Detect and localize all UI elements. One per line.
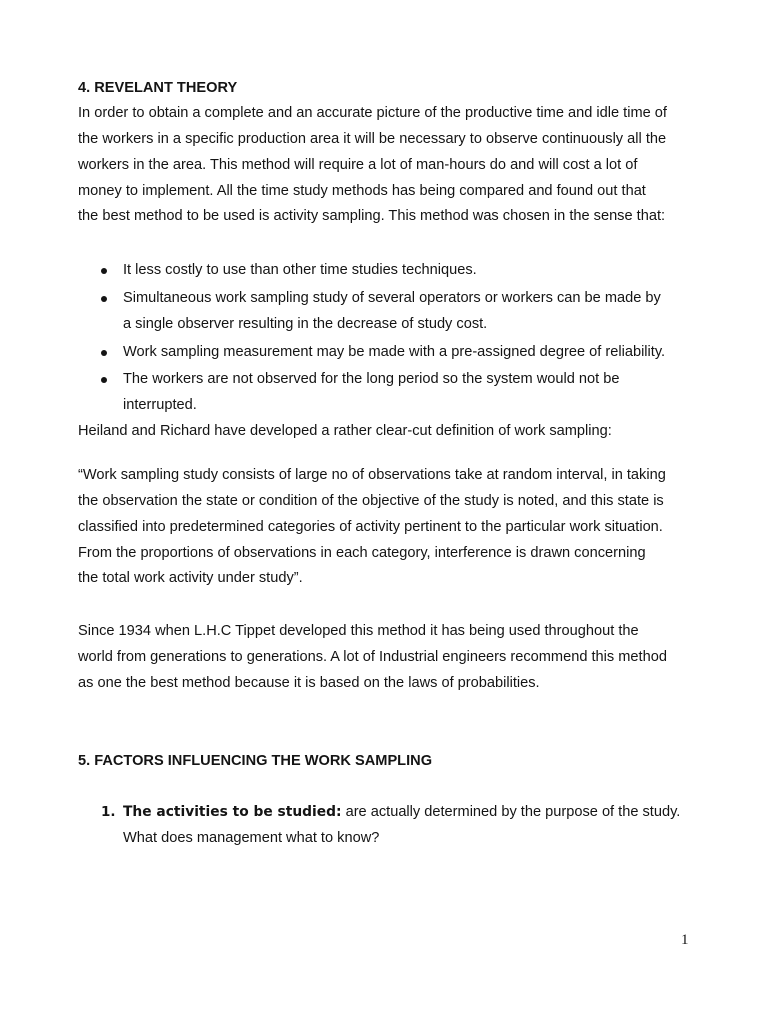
numbered-item-continuation: What does management what to know? — [123, 830, 380, 846]
paragraph-line: money to implement. All the time study methods has being compared and found out that — [78, 183, 646, 199]
numbered-item — [123, 802, 680, 822]
definition-intro: Heiland and Richard have developed a rather clear-cut definition of work sampling: — [78, 423, 612, 439]
section-5-heading: 5. FACTORS INFLUENCING THE WORK SAMPLING — [78, 753, 433, 769]
list-number: 1. — [101, 804, 116, 820]
page-number: 1 — [681, 932, 689, 948]
quote-line: From the proportions of observations in each category, interference is drawn concerning — [78, 545, 646, 561]
bullet-item: Work sampling measurement may be made with a pre-assigned degree of reliability. — [123, 344, 666, 360]
quote-line: the total work activity under study”. — [78, 570, 303, 586]
bullet-item-continuation: a single observer resulting in the decrease of study cost. — [123, 316, 488, 332]
paragraph-line: world from generations to generations. A lot of Industrial engineers recommend this method — [78, 649, 667, 665]
paragraph-line: as one the best method because it is based on the laws of probabilities. — [78, 675, 540, 691]
bullet-icon — [101, 377, 107, 383]
paragraph-line: workers in the area. This method will require a lot of man-hours do and will cost a lot of — [78, 157, 638, 173]
bullet-item: The workers are not observed for the long period so the system would not be — [123, 371, 620, 387]
quote-line: the observation the state or condition of the objective of the study is noted, and this state is — [78, 493, 664, 509]
bullet-item: Simultaneous work sampling study of several operators or workers can be made by — [123, 290, 661, 306]
numbered-item-lead: The activities to be studied: — [123, 804, 342, 820]
paragraph-line: In order to obtain a complete and an accurate picture of the productive time and idle time of — [78, 105, 667, 121]
section-4-heading: 4. REVELANT THEORY — [78, 80, 238, 96]
bullet-item-continuation: interrupted. — [123, 397, 197, 413]
numbered-item-text: are actually determined by the purpose of the study. — [341, 804, 681, 820]
paragraph-line: Since 1934 when L.H.C Tippet developed this method it has being used throughout the — [78, 623, 639, 639]
paragraph-line: the best method to be used is activity sampling. This method was chosen in the sense that: — [78, 208, 666, 224]
bullet-icon — [101, 296, 107, 302]
paragraph-line: the workers in a specific production area it will be necessary to observe continuously all the — [78, 131, 667, 147]
bullet-item: It less costly to use than other time studies techniques. — [123, 262, 477, 278]
bullet-icon — [101, 350, 107, 356]
bullet-icon — [101, 268, 107, 274]
quote-line: classified into predetermined categories of activity pertinent to the particular work situation. — [78, 519, 663, 535]
quote-line: “Work sampling study consists of large no of observations take at random interval, in taking — [78, 467, 666, 483]
